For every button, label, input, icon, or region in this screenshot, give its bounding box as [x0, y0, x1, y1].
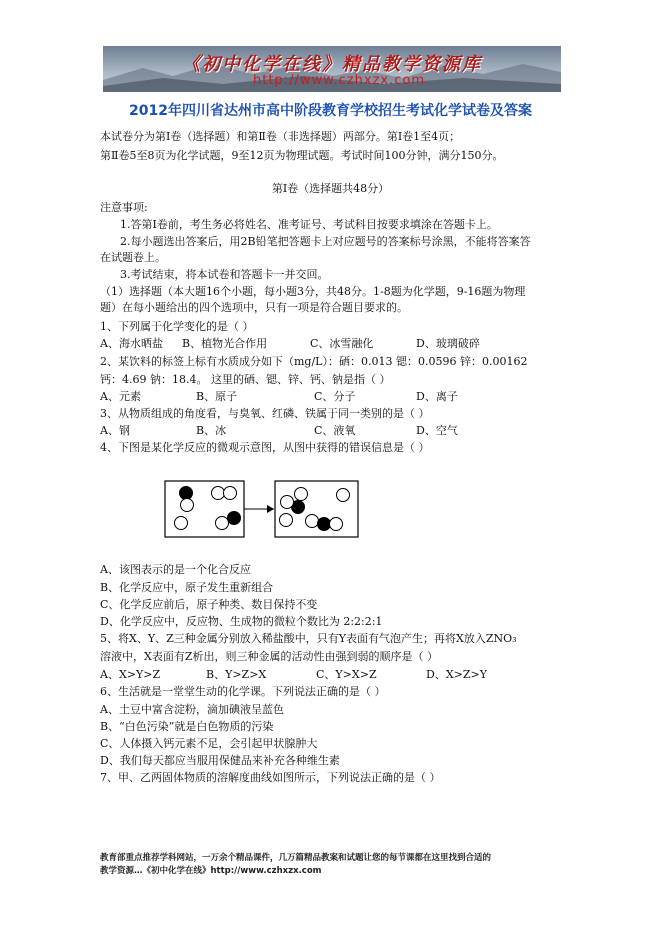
note-item: 3.考试结束，将本试卷和答题卡一并交回。	[120, 268, 329, 281]
option: A、海水晒盐	[100, 337, 163, 350]
option: D、空气	[416, 424, 458, 437]
option: D、离子	[416, 390, 458, 403]
option: D、玻璃破碎	[416, 337, 480, 350]
option: A、该图表示的是一个化合反应	[100, 563, 251, 576]
option: B、化学反应中，原子发生重新组合	[100, 581, 274, 594]
option: D、我们每天都应当服用保健品来补充各种维生素	[100, 754, 340, 767]
instruction-line: 题）在每小题给出的四个选项中，只有一项是符合题目要求的。	[100, 301, 408, 314]
atom-white	[224, 487, 237, 500]
footer	[100, 852, 570, 878]
question-stem: 钙：4.69 钠：18.4。 这里的硒、锶、锌、钙、钠是指（ ）	[100, 373, 391, 386]
arrow-head	[267, 505, 274, 513]
atom-white	[330, 518, 343, 531]
footer-line[interactable]: 教学资源…《初中化学在线》http://www.czhxzx.com	[100, 866, 322, 876]
option: B、Y>Z>X	[206, 668, 267, 681]
option: A、土豆中富含淀粉，滴加碘液呈蓝色	[100, 703, 284, 716]
option: C、Y>X>Z	[316, 668, 377, 681]
option: A、钢	[100, 424, 130, 437]
question-stem: 5、将X、Y、Z三种金属分别放入稀盐酸中，只有Y表面有气泡产生；再将X放入ZNO₃	[100, 632, 517, 645]
option: A、元素	[100, 390, 141, 403]
atom-black	[180, 487, 193, 500]
banner-title: 《初中化学在线》精品教学资源库	[182, 54, 482, 75]
note-item: 1.答第Ⅰ卷前，考生务必将姓名、准考证号、考试科目按要求填涂在答题卡上。	[120, 218, 498, 231]
document-title: 2012年四川省达州市高中阶段教育学校招生考试化学试卷及答案	[129, 103, 532, 119]
atom-white	[212, 487, 225, 500]
atom-white	[337, 489, 350, 502]
option: C、人体摄入钙元素不足，会引起甲状腺肿大	[100, 737, 318, 750]
option: C、冰雪融化	[310, 337, 374, 350]
footer-line: 教育部重点推荐学科网站，一万余个精品课件，几万篇精品教案和试题让您的每节课都在这里找到合适的	[100, 853, 492, 863]
instruction-line: （1）选择题（本大题16个小题，每小题3分，共48分。1-8题为化学题，9-16题为物理	[100, 285, 526, 298]
atom-white	[216, 517, 229, 530]
atom-black	[318, 518, 331, 531]
note-item: 2.每小题选出答案后，用2B铅笔把答题卡上对应题号的答案标号涂黑，不能将答案答	[120, 235, 531, 248]
option: C、分子	[314, 390, 356, 403]
option: B、原子	[196, 390, 238, 403]
question-stem: 7、甲、乙两固体物质的溶解度曲线如图所示，下列说法正确的是（ ）	[100, 771, 441, 784]
atom-white	[306, 515, 319, 528]
intro-line: 第Ⅱ卷5至8页为化学试题，9至12页为物理试题。考试时间100分钟，满分150分。	[100, 149, 504, 162]
atom-black	[228, 512, 241, 525]
option: D、X>Z>Y	[426, 668, 487, 681]
option: B、冰	[196, 424, 227, 437]
notes-label: 注意事项:	[100, 201, 148, 214]
question-stem: 3、从物质组成的角度看，与臭氧、红磷、铁属于同一类别的是（ ）	[100, 407, 430, 420]
atom-white	[280, 514, 293, 527]
atom-white	[295, 488, 308, 501]
atom-white	[175, 517, 188, 530]
banner-url[interactable]: http://www.czhxzx.com	[253, 73, 425, 88]
question-stem: 2、某饮料的标签上标有水质成分如下（mg/L）：硒：0.013 锶：0.0596 锌：0.00162	[100, 355, 528, 368]
question-stem: 4、下图是某化学反应的微观示意图，从图中获得的错误信息是（ ）	[100, 441, 430, 454]
intro-line: 本试卷分为第Ⅰ卷（选择题）和第Ⅱ卷（非选择题）两部分。第Ⅰ卷1至4页；	[100, 130, 461, 143]
option: A、X>Y>Z	[100, 668, 161, 681]
option: C、化学反应前后，原子种类、数目保持不变	[100, 598, 318, 611]
option: D、化学反应中，反应物、生成物的微粒个数比为 2:2:2:1	[100, 615, 383, 628]
section-header: 第Ⅰ卷（选择题共48分）	[271, 182, 390, 195]
note-item: 在试题卷上。	[100, 251, 166, 264]
option: C、液氧	[314, 424, 356, 437]
question-stem: 1、下列属于化学变化的是（ ）	[100, 320, 254, 333]
question-stem: 溶液中，X表面有Z析出，则三种金属的活动性由强到弱的顺序是（ ）	[100, 650, 438, 663]
atom-white	[281, 496, 294, 509]
question-stem: 6、生活就是一堂堂生动的化学课。下列说法正确的是（ ）	[100, 685, 386, 698]
atom-white	[181, 499, 194, 512]
option: B、“白色污染”就是白色物质的污染	[100, 720, 274, 733]
option: B、植物光合作用	[182, 337, 268, 350]
